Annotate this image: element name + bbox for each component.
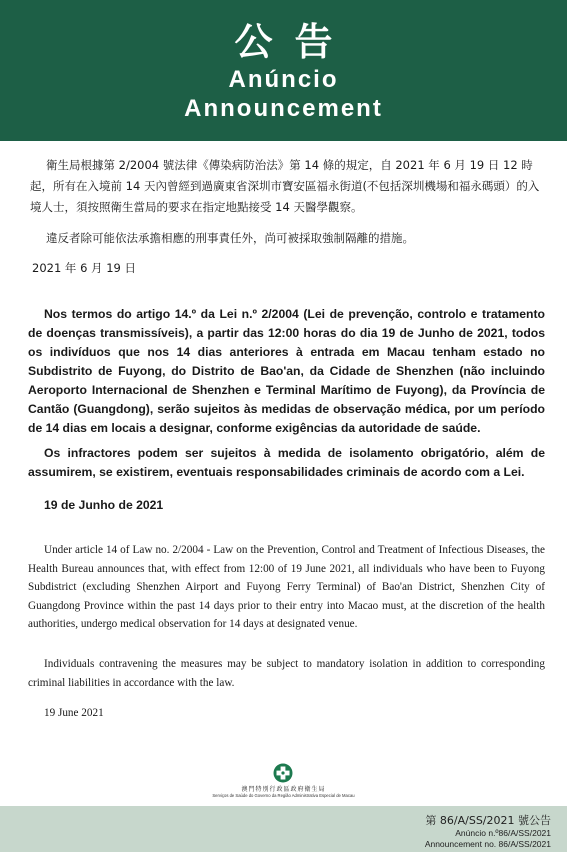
english-date: 19 June 2021 (44, 707, 104, 719)
portuguese-date: 19 de Junho de 2021 (44, 498, 164, 512)
portuguese-paragraph-2: Os infractores podem ser sujeitos à medida de isolamento obrigatório, além de assumirem, se existirem, eventuais responsabilidades criminais de acordo com a Lei. (28, 446, 545, 479)
chinese-date: 2021 年 6 月 19 日 (32, 261, 136, 275)
announcement-number-portuguese: Anúncio n.º86/A/SS/2021 (455, 828, 551, 838)
title-english: Announcement (184, 95, 383, 122)
announcement-header (0, 0, 567, 141)
portuguese-paragraph-1: Nos termos do artigo 14.º da Lei n.º 2/2004 (Lei de prevenção, controlo e tratamento de doenças transmissíveis), a partir das 12:00 horas do dia 19 de Junho de 2021, todos os indivíduos que nos 14 dias anteriores à entrada em Macau tenham estado no Subdistrito de Fuyong, do Distrito de Bao'an, da Cidade de Shenzhen (não incluindo Aeroporto Internacional de Shenzhen e Terminal Marítimo de Fuyong), da Província de Cantão (Guangdong), serão sujeitos às medidas de observação médica, por um período de 14 dias em locais a designar, conforme exigências da autoridade de saúde. (28, 307, 545, 435)
announcement-footer (0, 806, 567, 852)
health-bureau-logo (0, 763, 567, 803)
organization-name-portuguese: Serviços de Saúde do Governo da Região Administrativa Especial de Macau (212, 793, 355, 798)
title-portuguese: Anúncio (228, 66, 339, 93)
announcement-number-english: Announcement no. 86/A/SS/2021 (424, 839, 551, 849)
organization-name-chinese: 澳門特別行政區政府衛生局 (241, 786, 326, 793)
health-bureau-emblem-icon (273, 763, 293, 783)
announcement-number-chinese: 第 86/A/SS/2021 號公告 (425, 814, 551, 827)
chinese-paragraph-2: 違反者除可能依法承擔相應的刑事責任外，尚可被採取強制隔離的措施。 (46, 231, 414, 245)
chinese-paragraph-1: 衛生局根據第 2/2004 號法律《傳染病防治法》第 14 條的規定，自 2021 年 6 月 19 日 12 時起，所有在入境前 14 天內曾經到過廣東省深圳市寶安區福永街道(不包括深圳機場和福永碼頭）的入境人士，須按照衛生當局的要求在指定地點接受 14 天醫學觀察。 (30, 158, 540, 214)
english-paragraph-2: Individuals contravening the measures may be subject to mandatory isolation in addition to corresponding criminal liabilities in accordance with the law. (28, 658, 545, 689)
english-paragraph-1: Under article 14 of Law no. 2/2004 - Law on the Prevention, Control and Treatment of Infectious Diseases, the Health Bureau announces that, with effect from 12:00 of 19 June 2021, all individuals who have been to Fuyong Subdistrict (excluding Shenzhen Airport and Fuyong Ferry Terminal) of Bao'an District, Shenzhen City of Guangdong Province within the past 14 days prior to their entry into Macao must, at the discretion of the health authorities, undergo medical observation for 14 days at designated venue. (28, 544, 545, 631)
title-chinese: 公告 (234, 20, 355, 64)
